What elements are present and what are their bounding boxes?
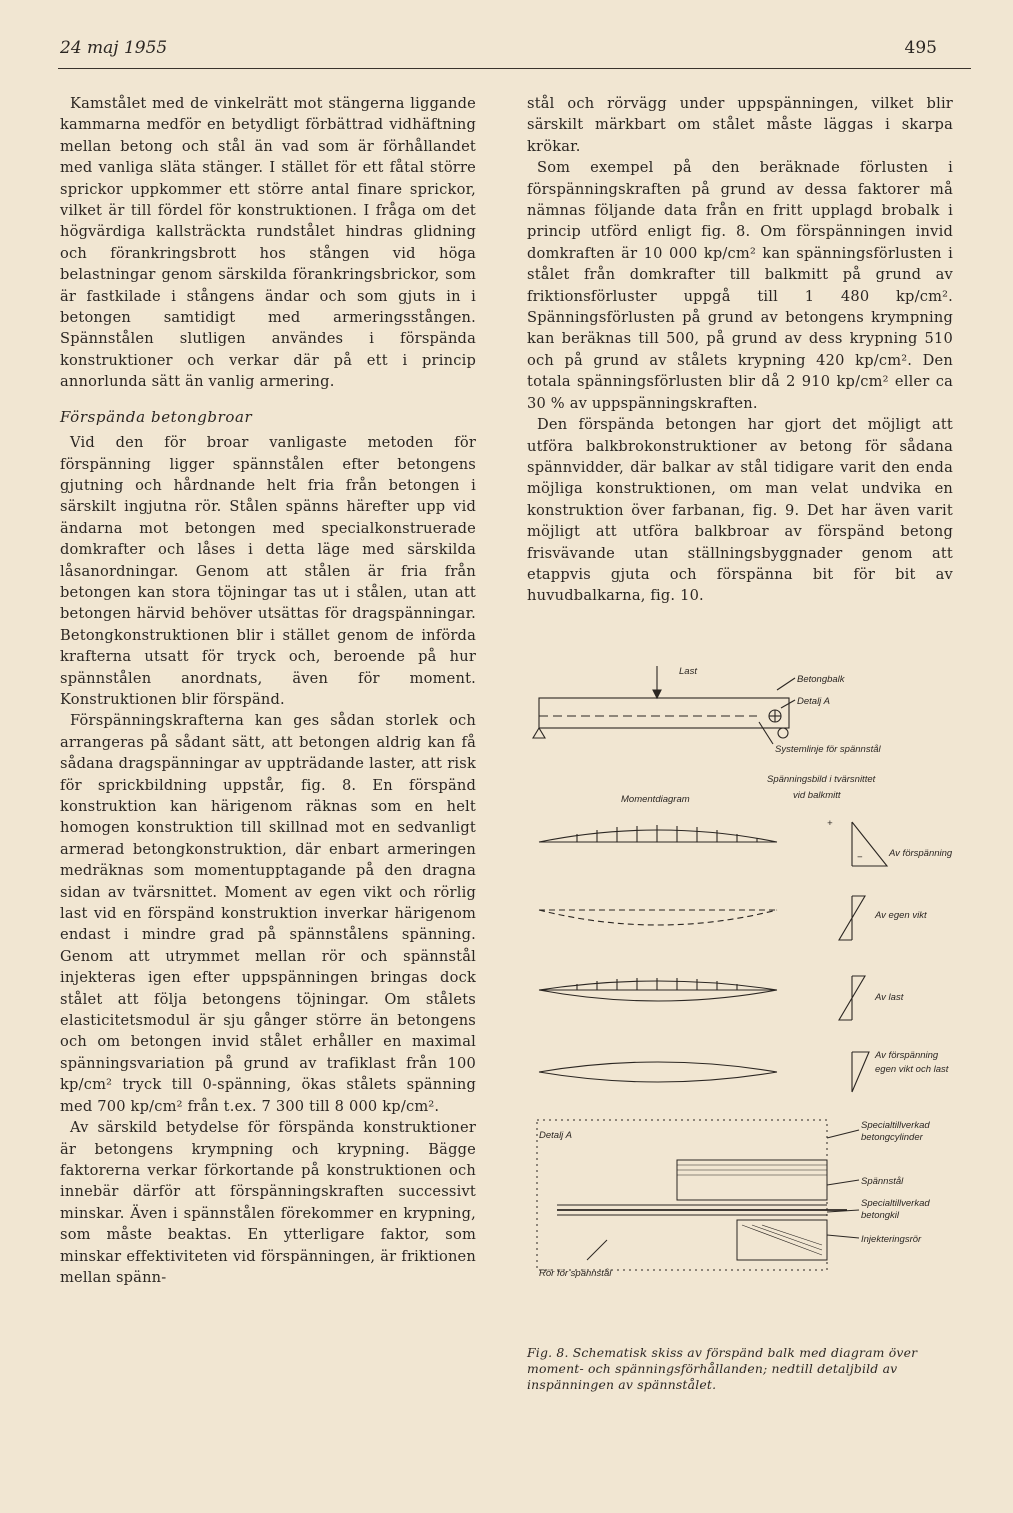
label-injekteringsror: Injekteringsrör [861,1234,922,1245]
label-betongbalk: Betongbalk [797,674,845,685]
moment-curve-1 [539,830,777,842]
label-av-forspanning-egen-2: egen vikt och last [875,1064,949,1075]
label-momentdiagram: Momentdiagram [621,794,690,805]
leader-detail [781,700,795,708]
beam-outline [539,698,789,728]
paragraph: Den förspända betongen har gjort det möjligt att utföra balkbrokonstruktioner av betong för sådana spännvidder, där balkar av stål tidigare varit den enda möjliga konstruktionen, om man velat undvika en konstruktion över farbanan, fig. 9. Det har även varit möjligt att utföra balkbroar av förspänd betong frisvävande utan ställningsbyggnader genom att etappvis gjuta och förspänna bit för bit av huvudbalkarna, fig. 10. [527,416,953,605]
left-column [60,93,476,1288]
label-systemlinje: Systemlinje för spännstål [775,744,881,755]
page-number: 495 [904,38,937,58]
moment-curve-3 [539,981,777,990]
figure-caption: Fig. 8. Schematisk skiss av förspänd balk med diagram över moment- och spänningsförhållanden; nedtill detaljbild av inspänningen av spännstålet. [527,1345,918,1392]
label-spec-kil-1: Specialtillverkad [861,1198,930,1209]
moment-curve-4b [539,1072,777,1082]
leader-system [759,722,773,744]
moment-curve-3b [539,990,777,1001]
label-av-egen-vikt: Av egen vikt [875,910,927,921]
stress-diagram-selfweight [839,896,865,940]
right-column [527,93,953,607]
paragraph: Förspänningskrafterna kan ges sådan storlek och arrangeras på sådant sätt, att betongen aldrig kan få sådana dragspänningar av uppträdande laster, att risk för sprickbildning uppstår, fig. 8. En förspänd konstruktion kan härigenom räknas som en helt homogen konstruktion till skillnad mot en sedvanligt armerad betongkonstruktion, där enbart armeringen medräknas som momentupptagande på den dragna sidan av tvärsnittet. Moment av egen vikt och rörlig last vid en förspänd konstruktion inverkar härigenom endast i mindre grad på spännstålens spänning. Genom att utrymmet mellan rör och spännstål injekteras igen efter uppspänningen bringas dock stålet att följa betongens töjningar. Om stålets elasticitetsmodul är sju gånger större än betongens och om betongen invid stålet erhåller en maximal spänningsvariation på grund av trafiklast från 100 kp/cm² tryck till 0-spänning, ökas stålets spänning med 700 kp/cm² från t.ex. 7 300 till 8 000 kp/cm². [60,712,476,1115]
label-spanningsbild-2: vid balkmitt [793,790,841,801]
label-av-forspanning-egen-1: Av förspänning [875,1050,939,1061]
concrete-block [537,1120,827,1270]
label-spannstal: Spännstål [861,1176,904,1187]
leader-cylinder [827,1130,859,1138]
stress-diagram-combined [852,1052,869,1092]
label-spanningsbild-1: Spänningsbild i tvärsnittet [767,774,876,785]
label-last: Last [679,666,697,677]
load-arrowhead [653,690,661,698]
anchor-cylinder [677,1160,827,1200]
paragraph: Kamstålet med de vinkelrätt mot stängerna liggande kammarna medför en betydligt förbättrad vidhäftning mellan betong och stål än vad som är förhållandet med vanliga släta stänger. I stället för ett fåtal större sprickor uppkommer ett större antal finare sprickor, vilket är till fördel för konstruktionen. I fråga om det högvärdiga kallsträckta rundstålet hindras glidning och förankringsbrott hos stången vid höga belastningar genom särskilda förankringsbrickor, som är fastkilade i stångens ändar och som gjuts in i betongen samtidigt med armeringsstången. Spännstålen slutligen användes i förspända konstruktioner och verkar där på ett i princip annorlunda sätt än vanlig armering. [60,95,476,391]
paragraph: Som exempel på den beräknade förlusten i förspänningskraften på grund av dessa faktorer må nämnas följande data från en fritt upplagd brobalk i princip utförd enligt fig. 8. Om förspänningen invid domkraften är 10 000 kp/cm² kan spänningsförlusten i stålet från domkrafter till balkmitt på grund av friktionsförluster uppgå till 1 480 kp/cm². Spänningsförlusten på grund av betongens krympning kan beräknas till 500, på grund av dess krypning 510 och på grund av stålets krypning 420 kp/cm². Den totala spänningsförlusten blir då 2 910 kp/cm² eller ca 30 % av uppspänningskraften. [527,159,953,412]
support-left [533,728,545,738]
label-detalj-a: Detalj A [797,696,830,707]
issue-date: 24 maj 1955 [60,38,168,58]
header-rule [58,68,971,69]
support-right [778,728,788,738]
paragraph: Av särskild betydelse för förspända konstruktioner är betongens krympning och krypning. Bägge faktorerna verkar förkortande på konstruktionen och innebär därför att förspänningskraften successivt minskar. Även i spännstålen förekommer en krypning, som måste beaktas. En ytterligare faktor, som minskar effektiviteten vid förspänningen, är friktionen mellan spänn- [60,1119,476,1286]
label-av-forspanning: Av förspänning [889,848,953,859]
label-spec-cyl-1: Specialtillverkad [861,1120,930,1131]
moment-curve-2 [539,910,777,925]
leader-beam [777,678,795,690]
page-header [60,38,953,64]
leader-ror [587,1240,607,1260]
sign-plus-1: + [827,818,833,829]
leader-injektering [827,1235,859,1238]
label-spec-cyl-2: betongcylinder [861,1132,923,1143]
paragraph: Vid den för broar vanligaste metoden för förspänning ligger spännstålen efter betongens gjutning och hårdnande helt fria från betongen i särskilt ingjutna rör. Stålen spänns härefter upp vid ändarna mot betongen med specialkonstruerade domkrafter och låses i detta läge med särskilda låsanordningar. Genom att stålen är fria från betongen kan stora töjningar tas ut i stålen, utan att betongen härvid behöver utsättas för dragspänningar. Betongkonstruktionen blir i stället genom de införda krafterna utsatt för tryck och, beroende på hur spännstålen anordnats, även för moment. Konstruktionen blir förspänd. [60,434,476,708]
stress-diagram-load [839,976,865,1020]
moment-curve-4a [539,1062,777,1072]
label-av-last: Av last [875,992,904,1003]
label-ror-for-spannstal: Rör för spännstål [539,1268,612,1279]
label-detalj-a-lower: Detalj A [539,1130,572,1141]
label-spec-kil-2: betongkil [861,1210,900,1221]
sign-minus-1: − [857,852,863,863]
beam-diagram [527,660,967,1340]
section-heading: Förspända betongbroar [60,407,253,426]
leader-spannstal [827,1180,859,1185]
paragraph: stål och rörvägg under uppspänningen, vilket blir särskilt märkbart om stålet måste läggas i skarpa krökar. [527,95,953,155]
figure-8 [527,660,967,1340]
